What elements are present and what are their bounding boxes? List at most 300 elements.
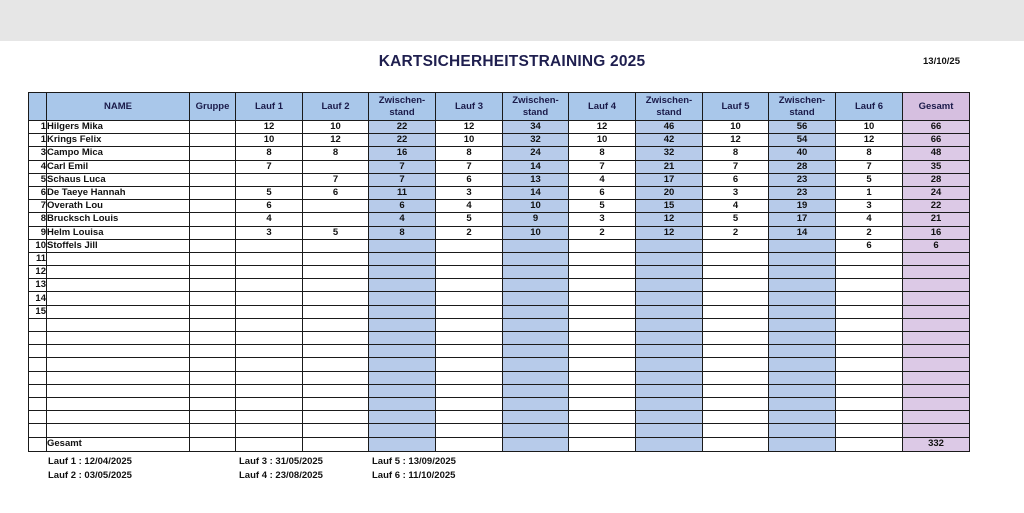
rank-cell: 11 (29, 252, 47, 265)
name-cell (47, 318, 190, 331)
table-row (29, 200, 970, 213)
name-cell (47, 358, 190, 371)
legend-lauf1: Lauf 1 : 12/04/2025 (48, 456, 132, 467)
lauf4-cell (569, 397, 636, 410)
zwischenstand4-cell: 23 (769, 186, 836, 199)
zwischenstand2-cell: 34 (503, 121, 569, 134)
zwischenstand4-cell (769, 371, 836, 384)
lauf2-cell (303, 358, 369, 371)
name-cell (47, 411, 190, 424)
col-header-zwischenstand-4: Zwischen- stand (769, 93, 836, 121)
lauf5-cell (703, 292, 769, 305)
gesamt-cell (903, 332, 970, 345)
lauf2-cell (303, 160, 369, 173)
zwischenstand3-cell (636, 279, 703, 292)
gruppe-cell (190, 305, 236, 318)
zwischenstand2-cell (503, 424, 569, 437)
lauf5-cell (703, 384, 769, 397)
gesamt-cell: 21 (903, 213, 970, 226)
lauf6-cell: 4 (836, 213, 903, 226)
lauf1-cell: 7 (236, 160, 303, 173)
lauf2-cell: 10 (303, 121, 369, 134)
col-header-lauf2: Lauf 2 (303, 93, 369, 121)
footer-total: 332 (903, 437, 970, 451)
lauf1-cell (236, 252, 303, 265)
table-row (29, 371, 970, 384)
lauf5-cell: 3 (703, 186, 769, 199)
lauf6-cell (836, 358, 903, 371)
table-row (29, 147, 970, 160)
table-row (29, 358, 970, 371)
lauf3-cell (436, 371, 503, 384)
lauf4-cell (569, 252, 636, 265)
zwischenstand4-cell (769, 358, 836, 371)
zwischenstand2-cell (503, 292, 569, 305)
zwischenstand1-cell (369, 305, 436, 318)
zwischenstand3-cell (636, 345, 703, 358)
lauf2-cell: 7 (303, 173, 369, 186)
gruppe-cell (190, 160, 236, 173)
name-cell: Hilgers Mika (47, 121, 190, 134)
zwischenstand2-cell (503, 279, 569, 292)
zwischenstand2-cell (503, 252, 569, 265)
lauf2-cell (303, 397, 369, 410)
gesamt-cell: 35 (903, 160, 970, 173)
gruppe-cell (190, 411, 236, 424)
footer-cell (303, 437, 369, 451)
gruppe-cell (190, 252, 236, 265)
lauf5-cell (703, 332, 769, 345)
lauf3-cell (436, 397, 503, 410)
zwischenstand2-cell: 14 (503, 186, 569, 199)
lauf4-cell (569, 266, 636, 279)
lauf6-cell (836, 371, 903, 384)
zwischenstand4-cell: 40 (769, 147, 836, 160)
gruppe-cell (190, 121, 236, 134)
zwischenstand2-cell (503, 345, 569, 358)
gesamt-cell (903, 292, 970, 305)
rank-cell: 8 (29, 213, 47, 226)
zwischenstand4-cell (769, 332, 836, 345)
lauf6-cell (836, 252, 903, 265)
lauf4-cell: 6 (569, 186, 636, 199)
lauf2-cell (303, 292, 369, 305)
zwischenstand1-cell (369, 252, 436, 265)
gesamt-cell: 66 (903, 121, 970, 134)
lauf6-cell: 7 (836, 160, 903, 173)
lauf3-cell (436, 358, 503, 371)
col-header-lauf1: Lauf 1 (236, 93, 303, 121)
lauf1-cell (236, 173, 303, 186)
zwischenstand4-cell (769, 292, 836, 305)
zwischenstand1-cell (369, 371, 436, 384)
gruppe-cell (190, 186, 236, 199)
lauf1-cell (236, 397, 303, 410)
zwischenstand4-cell (769, 279, 836, 292)
zwischenstand2-cell (503, 239, 569, 252)
lauf6-cell: 12 (836, 134, 903, 147)
gruppe-cell (190, 266, 236, 279)
lauf4-cell (569, 279, 636, 292)
lauf3-cell (436, 384, 503, 397)
lauf3-cell: 8 (436, 147, 503, 160)
lauf3-cell (436, 292, 503, 305)
lauf1-cell (236, 411, 303, 424)
lauf6-cell: 8 (836, 147, 903, 160)
gesamt-cell: 6 (903, 239, 970, 252)
zwischenstand3-cell: 12 (636, 213, 703, 226)
zwischenstand3-cell (636, 318, 703, 331)
zwischenstand1-cell (369, 332, 436, 345)
rank-cell: 9 (29, 226, 47, 239)
rank-cell (29, 397, 47, 410)
zwischenstand4-cell: 54 (769, 134, 836, 147)
footer-cell (836, 437, 903, 451)
zwischenstand3-cell: 42 (636, 134, 703, 147)
rank-cell: 5 (29, 173, 47, 186)
gruppe-cell (190, 424, 236, 437)
zwischenstand4-cell (769, 318, 836, 331)
rank-cell: 14 (29, 292, 47, 305)
zwischenstand3-cell (636, 397, 703, 410)
lauf1-cell (236, 332, 303, 345)
lauf5-cell: 10 (703, 121, 769, 134)
zwischenstand2-cell: 24 (503, 147, 569, 160)
zwischenstand2-cell (503, 411, 569, 424)
zwischenstand4-cell: 56 (769, 121, 836, 134)
rank-cell: 3 (29, 147, 47, 160)
zwischenstand4-cell (769, 266, 836, 279)
zwischenstand1-cell: 16 (369, 147, 436, 160)
footer-label: Gesamt (47, 437, 190, 451)
name-cell: Schaus Luca (47, 173, 190, 186)
zwischenstand1-cell: 8 (369, 226, 436, 239)
lauf4-cell (569, 332, 636, 345)
gruppe-cell (190, 279, 236, 292)
zwischenstand1-cell: 22 (369, 134, 436, 147)
lauf3-cell: 7 (436, 160, 503, 173)
rank-cell: 10 (29, 239, 47, 252)
rank-cell (29, 358, 47, 371)
table-row (29, 239, 970, 252)
lauf3-cell: 4 (436, 200, 503, 213)
gesamt-cell: 24 (903, 186, 970, 199)
lauf2-cell: 8 (303, 147, 369, 160)
footer-cell (569, 437, 636, 451)
rank-cell: 1 (29, 134, 47, 147)
table-row (29, 305, 970, 318)
zwischenstand4-cell: 14 (769, 226, 836, 239)
gruppe-cell (190, 239, 236, 252)
name-cell (47, 384, 190, 397)
zwischenstand4-cell: 28 (769, 160, 836, 173)
col-header-lauf6: Lauf 6 (836, 93, 903, 121)
name-cell (47, 252, 190, 265)
name-cell: De Taeye Hannah (47, 186, 190, 199)
col-header-lauf3: Lauf 3 (436, 93, 503, 121)
lauf5-cell: 6 (703, 173, 769, 186)
gesamt-cell (903, 345, 970, 358)
gruppe-cell (190, 384, 236, 397)
document-title: KARTSICHERHEITSTRAINING 2025 (378, 53, 646, 70)
lauf5-cell (703, 345, 769, 358)
lauf2-cell (303, 424, 369, 437)
legend-col-3 (372, 455, 456, 482)
table-row (29, 173, 970, 186)
zwischenstand1-cell (369, 397, 436, 410)
lauf5-cell (703, 239, 769, 252)
col-header-zwischenstand-3: Zwischen- stand (636, 93, 703, 121)
lauf1-cell: 8 (236, 147, 303, 160)
lauf2-cell (303, 252, 369, 265)
zwischenstand3-cell: 12 (636, 226, 703, 239)
lauf3-cell (436, 239, 503, 252)
lauf3-cell (436, 279, 503, 292)
lauf2-cell (303, 318, 369, 331)
table-row (29, 252, 970, 265)
table-row (29, 292, 970, 305)
lauf4-cell: 7 (569, 160, 636, 173)
name-cell (47, 371, 190, 384)
lauf3-cell: 3 (436, 186, 503, 199)
lauf1-cell (236, 345, 303, 358)
name-cell (47, 424, 190, 437)
zwischenstand1-cell: 11 (369, 186, 436, 199)
gruppe-cell (190, 332, 236, 345)
lauf6-cell (836, 318, 903, 331)
legend-col-2 (239, 455, 323, 482)
lauf5-cell (703, 371, 769, 384)
lauf3-cell: 6 (436, 173, 503, 186)
lauf1-cell (236, 318, 303, 331)
gruppe-cell (190, 292, 236, 305)
name-cell (47, 292, 190, 305)
name-cell (47, 305, 190, 318)
gesamt-cell (903, 424, 970, 437)
zwischenstand2-cell (503, 266, 569, 279)
table-row (29, 134, 970, 147)
gesamt-cell: 28 (903, 173, 970, 186)
zwischenstand2-cell: 10 (503, 226, 569, 239)
lauf3-cell (436, 252, 503, 265)
zwischenstand4-cell (769, 384, 836, 397)
zwischenstand4-cell (769, 397, 836, 410)
lauf2-cell (303, 345, 369, 358)
lauf4-cell (569, 384, 636, 397)
lauf1-cell: 3 (236, 226, 303, 239)
lauf6-cell (836, 411, 903, 424)
zwischenstand4-cell (769, 411, 836, 424)
rank-cell: 1 (29, 121, 47, 134)
lauf5-cell: 2 (703, 226, 769, 239)
legend-lauf3: Lauf 3 : 31/05/2025 (239, 456, 323, 467)
lauf5-cell (703, 305, 769, 318)
zwischenstand3-cell (636, 332, 703, 345)
name-cell: Stoffels Jill (47, 239, 190, 252)
zwischenstand3-cell: 15 (636, 200, 703, 213)
zwischenstand2-cell (503, 371, 569, 384)
legend-lauf5: Lauf 5 : 13/09/2025 (372, 456, 456, 467)
zwischenstand1-cell (369, 318, 436, 331)
zwischenstand1-cell: 22 (369, 121, 436, 134)
zwischenstand4-cell: 17 (769, 213, 836, 226)
lauf6-cell (836, 384, 903, 397)
gesamt-cell (903, 384, 970, 397)
lauf3-cell (436, 411, 503, 424)
zwischenstand1-cell (369, 384, 436, 397)
lauf5-cell: 5 (703, 213, 769, 226)
zwischenstand1-cell: 6 (369, 200, 436, 213)
col-header-lauf5: Lauf 5 (703, 93, 769, 121)
gesamt-cell (903, 358, 970, 371)
gesamt-cell: 22 (903, 200, 970, 213)
zwischenstand4-cell (769, 424, 836, 437)
name-cell (47, 345, 190, 358)
gruppe-cell (190, 345, 236, 358)
lauf1-cell (236, 239, 303, 252)
lauf4-cell: 2 (569, 226, 636, 239)
footer-cell (636, 437, 703, 451)
zwischenstand1-cell: 7 (369, 173, 436, 186)
lauf4-cell: 12 (569, 121, 636, 134)
rank-cell (29, 371, 47, 384)
lauf6-cell: 2 (836, 226, 903, 239)
lauf1-cell (236, 358, 303, 371)
footer-rank-cell (29, 437, 47, 451)
lauf6-cell (836, 266, 903, 279)
gesamt-cell (903, 397, 970, 410)
gesamt-cell (903, 266, 970, 279)
name-cell: Helm Louisa (47, 226, 190, 239)
zwischenstand2-cell (503, 384, 569, 397)
zwischenstand4-cell (769, 239, 836, 252)
footer-row (29, 437, 970, 451)
rank-cell (29, 318, 47, 331)
lauf4-cell (569, 358, 636, 371)
zwischenstand3-cell (636, 305, 703, 318)
gruppe-cell (190, 173, 236, 186)
zwischenstand3-cell: 32 (636, 147, 703, 160)
lauf3-cell: 10 (436, 134, 503, 147)
lauf5-cell (703, 318, 769, 331)
lauf6-cell: 3 (836, 200, 903, 213)
lauf2-cell (303, 411, 369, 424)
gruppe-cell (190, 318, 236, 331)
legend-col-1 (48, 455, 132, 482)
lauf3-cell (436, 305, 503, 318)
lauf2-cell (303, 384, 369, 397)
lauf2-cell: 5 (303, 226, 369, 239)
lauf2-cell: 6 (303, 186, 369, 199)
col-header-zwischenstand-1: Zwischen- stand (369, 93, 436, 121)
gesamt-cell (903, 371, 970, 384)
col-header-name: NAME (47, 93, 190, 121)
table-row (29, 397, 970, 410)
lauf4-cell: 8 (569, 147, 636, 160)
lauf6-cell: 5 (836, 173, 903, 186)
lauf4-cell (569, 371, 636, 384)
lauf1-cell: 12 (236, 121, 303, 134)
lauf1-cell (236, 424, 303, 437)
name-cell (47, 266, 190, 279)
zwischenstand3-cell: 20 (636, 186, 703, 199)
name-cell: Brucksch Louis (47, 213, 190, 226)
lauf5-cell: 7 (703, 160, 769, 173)
zwischenstand4-cell (769, 305, 836, 318)
lauf6-cell (836, 292, 903, 305)
lauf5-cell (703, 252, 769, 265)
name-cell (47, 279, 190, 292)
zwischenstand2-cell (503, 332, 569, 345)
zwischenstand3-cell (636, 358, 703, 371)
gesamt-cell (903, 411, 970, 424)
gruppe-cell (190, 134, 236, 147)
gesamt-cell (903, 318, 970, 331)
gesamt-cell (903, 252, 970, 265)
zwischenstand2-cell (503, 305, 569, 318)
zwischenstand2-cell: 13 (503, 173, 569, 186)
lauf2-cell (303, 305, 369, 318)
col-header-zwischenstand-2: Zwischen- stand (503, 93, 569, 121)
table-row (29, 345, 970, 358)
lauf1-cell (236, 266, 303, 279)
viewer-top-bar (0, 0, 1024, 41)
zwischenstand2-cell: 32 (503, 134, 569, 147)
zwischenstand1-cell (369, 424, 436, 437)
footer-cell (369, 437, 436, 451)
name-cell: Overath Lou (47, 200, 190, 213)
lauf1-cell: 5 (236, 186, 303, 199)
lauf6-cell (836, 279, 903, 292)
gruppe-cell (190, 371, 236, 384)
rank-cell: 15 (29, 305, 47, 318)
table-row (29, 226, 970, 239)
rank-cell (29, 345, 47, 358)
gruppe-cell (190, 358, 236, 371)
zwischenstand1-cell (369, 292, 436, 305)
lauf1-cell (236, 292, 303, 305)
zwischenstand1-cell (369, 266, 436, 279)
col-header-gruppe: Gruppe (190, 93, 236, 121)
table-row (29, 318, 970, 331)
lauf6-cell (836, 397, 903, 410)
rank-cell (29, 411, 47, 424)
zwischenstand2-cell: 10 (503, 200, 569, 213)
lauf5-cell: 12 (703, 134, 769, 147)
zwischenstand1-cell (369, 345, 436, 358)
zwischenstand3-cell (636, 266, 703, 279)
lauf5-cell (703, 397, 769, 410)
table-row (29, 411, 970, 424)
zwischenstand3-cell: 21 (636, 160, 703, 173)
lauf6-cell: 10 (836, 121, 903, 134)
lauf1-cell (236, 279, 303, 292)
name-cell (47, 332, 190, 345)
zwischenstand1-cell (369, 239, 436, 252)
rank-cell (29, 384, 47, 397)
lauf6-cell (836, 332, 903, 345)
lauf5-cell (703, 411, 769, 424)
name-cell: Krings Felix (47, 134, 190, 147)
gruppe-cell (190, 397, 236, 410)
lauf5-cell (703, 279, 769, 292)
table-row (29, 121, 970, 134)
lauf1-cell (236, 371, 303, 384)
gesamt-cell (903, 279, 970, 292)
rank-cell: 13 (29, 279, 47, 292)
gruppe-cell (190, 226, 236, 239)
table-row (29, 424, 970, 437)
